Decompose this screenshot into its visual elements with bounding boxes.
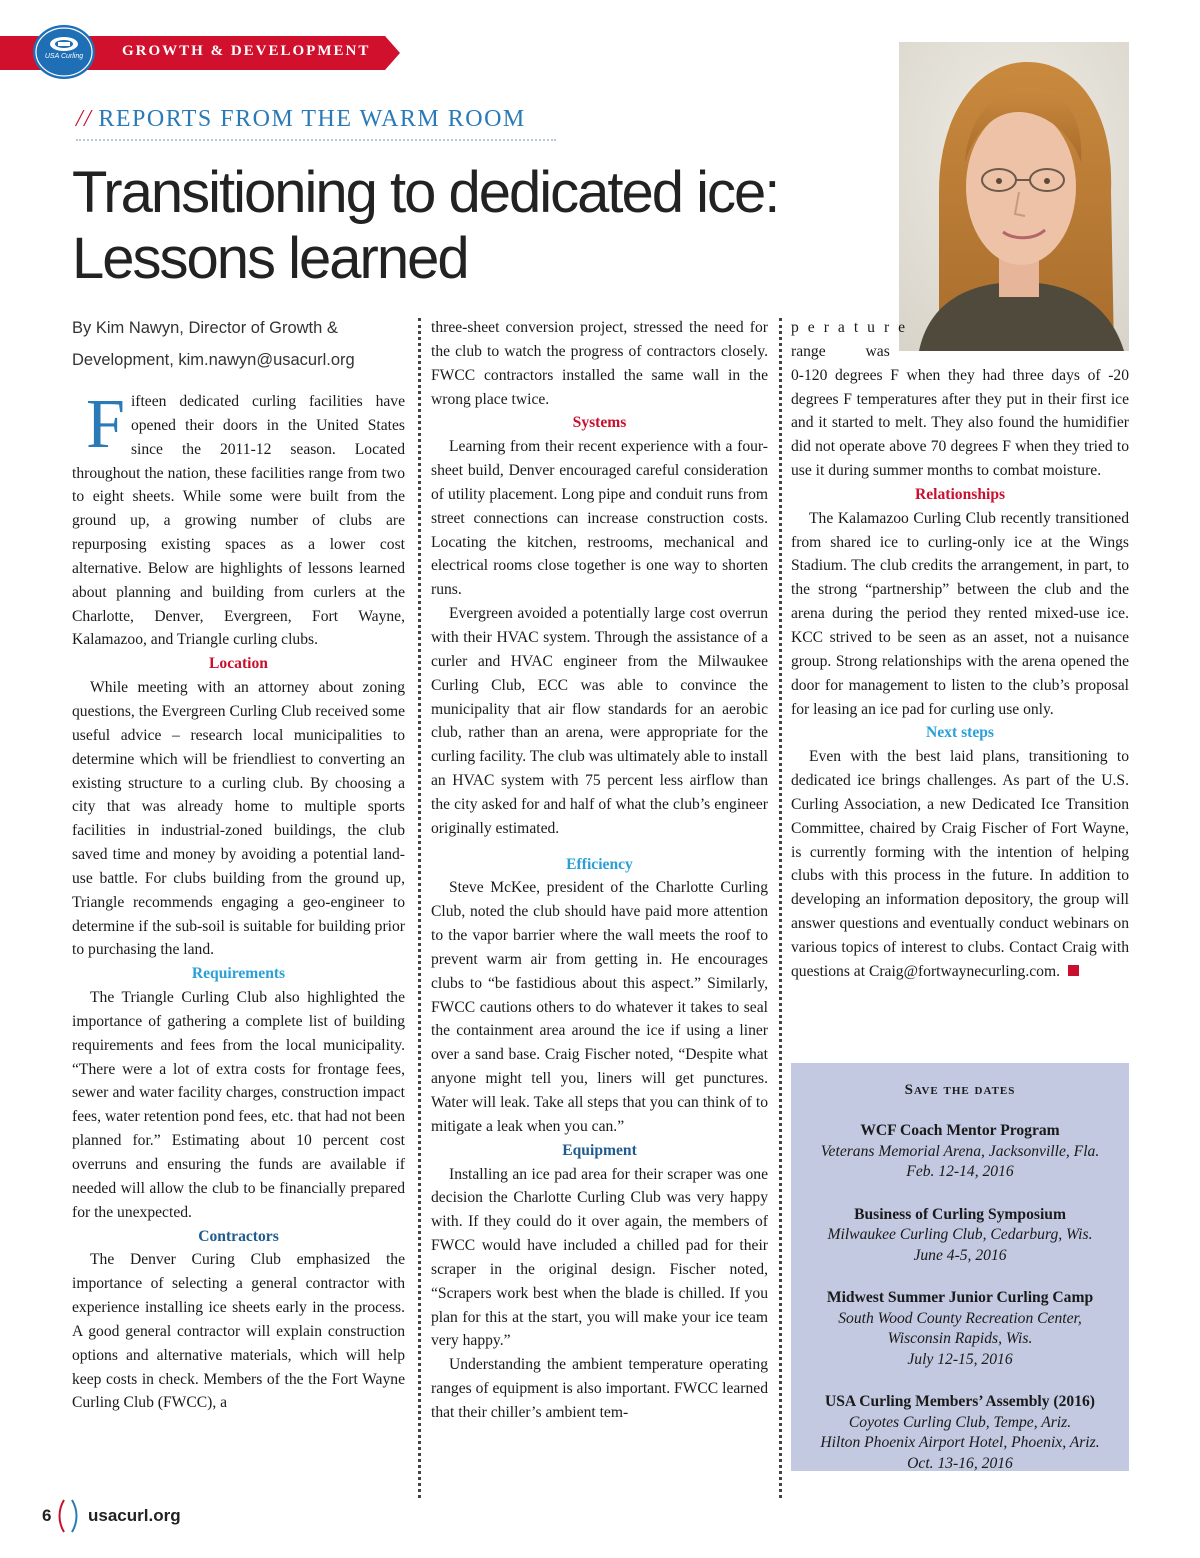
page-number: 6 [42,1506,52,1525]
event-detail: Coyotes Curling Club, Tempe, Ariz. [848,1413,1072,1431]
subhead-next-steps: Next steps [926,724,994,742]
paragraph-equipment-2: Understanding the ambient temperature operating ranges of equipment is also important. FWCC learned that their chiller’s ambient tem- [431,1356,768,1421]
author-photo [899,42,1129,351]
intro-paragraph [72,386,405,652]
paragraph-location: While meeting with an attorney about zoning questions, the Evergreen Curling Club received some useful advice – research local municipalities to determine which will be friendliest to converting an existing structure to a curling club. By choosing a city that was already home to multiple sports facilities in industrial-zoned buildings, the club saved time and money by avoiding a potential land-use battle. For clubs building from the ground up, Triangle recommends engaging a geo-engineer to determine if the sub-soil is suitable for building prior to purchasing the land. [72,679,405,959]
column-divider-2 [779,318,782,1498]
paragraph-systems-1: Learning from their recent experience with a four-sheet build, Denver encouraged careful consideration of utility placement. Long pipe and conduit runs from street connections can increase construction costs. Locating the kitchen, restrooms, mechanical and electrical rooms close together is one way to shorten runs. [431,438,768,599]
event-name: Midwest Summer Junior Curling Camp [826,1289,1094,1306]
intro-text: ifteen dedicated curling facilities have opened their doors in the United States since the 2011-12 season. Located throughout the nation, these facilities range from two to eight sheets. While some were built from the ground up, a growing number of clubs are repurposing existing spaces as a lower cost alternative. Below are highlights of lessons learned about planning and building from curlers at the Charlotte, Denver, Evergreen, Fort Wayne, Kalamazoo, and Triangle curling clubs. [72,393,405,649]
event-detail: South Wood County Recreation Center, [838,1309,1082,1327]
save-the-dates-title: Save the dates [904,1082,1016,1098]
column-divider-1 [418,318,421,1498]
event-date: July 12-15, 2016 [907,1350,1013,1368]
kicker-slashes: // [76,106,93,132]
event-date: Feb. 12-14, 2016 [906,1163,1014,1180]
next-steps-text: Even with the best laid plans, transitioning to dedicated ice brings challenges. As part of the U.S. Curling Association, a new Dedicated Ice Transition Committee, chaired by Craig Fischer of Fort Wayne, is currently forming with the intention of helping clubs with this process in the future. In addition to developing an information depository, the group will answer questions and eventually conduct webinars on various topics of interest to clubs. Contact Craig with questions at Craig@fortwaynecurling.com. [791,748,1129,980]
event-1 [791,1121,1129,1183]
paragraph-efficiency: Steve McKee, president of the Charlotte Curling Club, noted the club should have paid more attention to the vapor barrier where the wall meets the roof to prevent warm air from getting in. He encourages clubs to “be fastidious about this aspect.” Similarly, FWCC cautions others to do whatever it takes to seal the containment area around the ice if using a liner over a sand base. Craig Fischer noted, “Despite what anyone might tell you, liners will get punctures. Water will leak. Take all steps that you can think of to mitigate a leak when you can.” [431,879,768,1135]
subhead-efficiency: Efficiency [566,855,633,873]
paragraph-equipment-1: Installing an ice pad area for their scraper was one decision the Charlotte Curling Club was very happy with. If they could do it over again, the members of FWCC would have included a chilled pad for their scraper in the original design. Fischer noted, “Scrapers work best when the blade is chilled. If you plan for this at the start, you will make your ice team very happy.” [431,1165,768,1350]
byline-line-2: Development, kim.nawyn@usacurl.org [72,351,355,369]
article-column-2 [431,316,768,1425]
subhead-systems: Systems [572,414,627,432]
kicker-text: REPORTS FROM THE WARM ROOM [98,106,526,132]
event-date: Oct. 13-16, 2016 [907,1454,1013,1472]
paragraph-systems-2: Evergreen avoided a potentially large cost overrun with their HVAC system. Through the assistance of a curler and HVAC engineer from the Milwaukee Curling Club, ECC was able to convince the municipality that air flow standards for an aerobic club, rather than an arena, were appropriate for the curling facility. The club was ultimately able to install an HVAC system with 75 percent less airflow than the city asked for and half of what the club’s engineer originally estimated. [431,605,768,837]
headline-line-1: Transitioning to dedicated ice: [72,160,779,225]
event-3 [791,1288,1129,1370]
event-detail: Hilton Phoenix Airport Hotel, Phoenix, Ariz. [820,1434,1100,1451]
byline-line-1: By Kim Nawyn, Director of Growth & [72,319,338,337]
event-name: WCF Coach Mentor Program [860,1122,1060,1139]
end-mark-icon [1068,965,1079,976]
event-detail: Milwaukee Curling Club, Cedarburg, Wis. [827,1226,1093,1243]
logo-text: USA Curling [44,53,84,60]
paragraph-contractors-continued: three-sheet conversion project, stressed the need for the club to watch the progress of contractors closely. FWCC contractors installed the same wall in the wrong place twice. [431,319,768,408]
subhead-requirements: Requirements [191,965,286,983]
paragraph-equipment-continued: 0-120 degrees F when they had three days of -20 degrees F temperatures after they put in their first ice and it started to melt. They also found the humidifier did not operate above 70 degrees F when they tried to use it during summer months to combat moisture. [791,366,1129,480]
article-column-1 [72,312,405,1415]
event-detail: Wisconsin Rapids, Wis. [887,1330,1033,1347]
site-url: usacurl.org [88,1506,181,1525]
subhead-contractors: Contractors [198,1227,279,1245]
double-paren-icon [58,1498,84,1534]
subhead-relationships: Relationships [914,485,1006,503]
article-column-3 [791,316,1129,984]
paragraph-equipment-wrap-2: range was [791,342,890,360]
subhead-location: Location [209,655,268,673]
event-name: Business of Curling Symposium [854,1205,1066,1223]
event-name: USA Curling Members’ Assembly (2016) [825,1393,1095,1410]
paragraph-next-steps [791,745,1129,983]
kicker [76,106,526,133]
event-detail: Veterans Memorial Arena, Jacksonville, Fla. [820,1142,1100,1160]
event-date: June 4-5, 2016 [913,1246,1007,1264]
paragraph-contractors: The Denver Curing Club emphasized the importance of selecting a general contractor with experience installing ice sheets early in the process. A good general contractor will explain construction options and alternative materials, which will help keep costs in check. Members of the the Fort Wayne Curling Club (FWCC), a [72,1251,405,1412]
section-label: GROWTH & DEVELOPMENT [122,43,371,59]
paragraph-equipment-wrap-1: perature [791,319,915,336]
headline-line-2: Lessons learned [72,226,468,291]
drop-cap: F [86,386,125,463]
byline [72,312,405,376]
event-2 [791,1205,1129,1267]
paragraph-relationships: The Kalamazoo Curling Club recently transitioned from shared ice to curling-only ice at the Wings Stadium. The club credits the arrangement, in part, to the strong “partnership” between the club and the arena during the period they rented mixed-use ice. KCC strived to be seen as an asset, not a nuisance group. Strong relationships with the arena opened the door for management to listen to the club’s proposal for leasing an ice pad for curling use only. [791,509,1129,718]
save-the-dates-box [791,1063,1129,1471]
article-headline [72,160,872,292]
event-4 [791,1392,1129,1474]
subhead-equipment: Equipment [562,1141,637,1159]
usa-curling-logo [30,24,98,80]
kicker-divider [76,139,556,141]
paragraph-requirements: The Triangle Curling Club also highlighted the importance of gathering a complete list of building requirements and fees from the local municipality. “There were a lot of extra costs for frontage fees, sewer and water facility charges, construction impact fees, water retention pond fees, etc. that had not been planned for.” Estimating about 10 percent cost overruns and ensuring the funds are available if needed will allow the club to be financially prepared for the unexpected. [72,989,405,1221]
